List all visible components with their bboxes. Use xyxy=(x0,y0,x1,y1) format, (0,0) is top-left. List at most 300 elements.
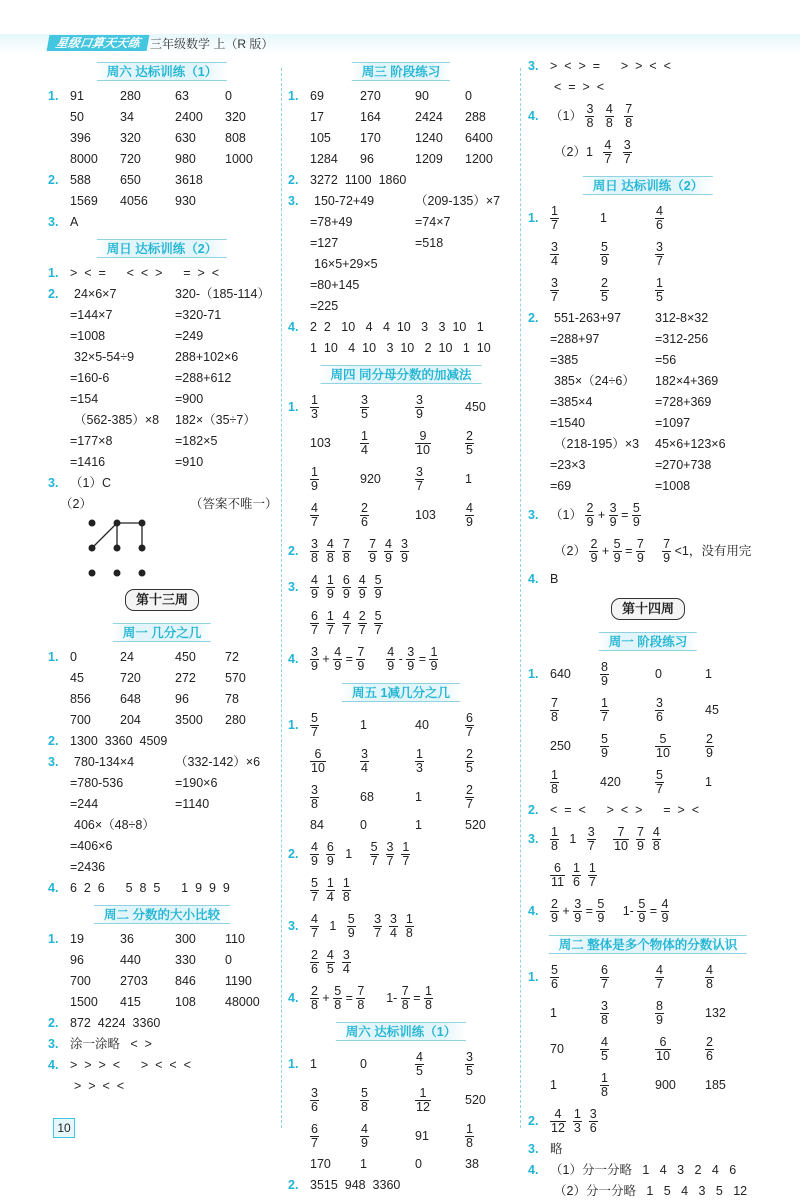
numerator: 1 xyxy=(551,768,558,783)
fraction xyxy=(624,103,633,130)
fraction xyxy=(550,697,559,724)
question-number: 2. xyxy=(288,173,299,187)
answer-value: （2） $\frac{2}{9}$ + $\frac{5}{9}$ = $\frac{7}{9}$ $\frac{7}{9}$ <1，没有用完 xyxy=(554,537,752,566)
answer-line xyxy=(528,1067,768,1103)
answer-value: 略 xyxy=(550,1142,563,1156)
answer-value: 1 xyxy=(415,790,422,804)
answer-line xyxy=(288,1154,514,1175)
answer-value: =2436 xyxy=(70,860,106,874)
fraction xyxy=(405,913,414,940)
answer-value: 170 xyxy=(310,1157,331,1171)
answer-line xyxy=(288,128,514,149)
answer-value xyxy=(655,995,664,1031)
numerator: 1 xyxy=(430,645,438,660)
answer-line xyxy=(48,1076,276,1097)
answer-value xyxy=(705,959,714,995)
answer-value xyxy=(360,743,369,779)
answer-line xyxy=(48,368,276,389)
answer-value: 103 xyxy=(310,436,331,450)
answer-column-2 xyxy=(288,56,514,1196)
question-number: 2. xyxy=(288,847,299,861)
fraction xyxy=(342,610,351,637)
denominator: 11 xyxy=(551,875,564,890)
denominator: 7 xyxy=(342,623,350,638)
numerator: 1 xyxy=(551,825,558,840)
answer-line xyxy=(528,1031,768,1067)
answer-value: 50 xyxy=(70,110,84,124)
answer-value: > > > < > < < < xyxy=(70,1058,191,1072)
numerator: 2 xyxy=(466,429,473,444)
numerator: 2 xyxy=(311,948,318,963)
answer-line xyxy=(48,971,276,992)
denominator: 7 xyxy=(370,854,378,869)
answer-line xyxy=(48,668,276,689)
numerator: 1 xyxy=(416,747,423,762)
answer-value: =249 xyxy=(175,329,204,343)
answer-value: 648 xyxy=(120,692,141,706)
question-number: 2. xyxy=(528,1114,539,1128)
numerator: 3 xyxy=(311,537,318,552)
denominator: 9 xyxy=(311,479,318,494)
numerator: 1 xyxy=(361,429,368,444)
week-title: 第十四周 xyxy=(611,598,685,620)
answer-line xyxy=(48,647,276,668)
answer-value: 涂一涂略 < > xyxy=(70,1037,152,1051)
denominator: 9 xyxy=(361,1136,368,1151)
fraction xyxy=(600,964,609,991)
section-heading xyxy=(48,617,276,647)
week-heading xyxy=(528,590,768,626)
answer-value: =127 xyxy=(310,236,339,250)
numerator: 4 xyxy=(604,138,612,153)
question-number: 3. xyxy=(288,919,299,933)
answer-value xyxy=(465,707,474,743)
fraction xyxy=(310,784,319,811)
section-title: 周四 同分母分数的加减法 xyxy=(321,365,482,384)
answer-value: 4056 xyxy=(120,194,148,208)
numerator: 5 xyxy=(374,573,382,588)
answer-value: （2）1 $\frac{4}{7}$ $\frac{3}{7}$ xyxy=(554,138,631,167)
fraction xyxy=(655,241,664,268)
answer-line xyxy=(288,944,514,980)
numerator: 5 xyxy=(655,733,671,747)
answer-value: 2703 xyxy=(120,974,148,988)
answer-value: 920 xyxy=(360,472,381,486)
section-title: 周二 分数的大小比较 xyxy=(94,905,230,924)
answer-value xyxy=(550,236,559,272)
answer-value: =728+369 xyxy=(655,395,712,409)
numerator: 5 xyxy=(656,768,663,783)
question-number: 2. xyxy=(48,173,59,187)
fraction xyxy=(596,898,605,925)
dot-grid-drawing xyxy=(86,515,206,581)
denominator: 4 xyxy=(361,761,368,776)
answer-value: （209-135）×7 xyxy=(415,194,501,208)
fraction xyxy=(573,1108,582,1135)
fraction xyxy=(310,610,319,637)
answer-value xyxy=(360,1118,369,1154)
answer-line xyxy=(528,569,768,590)
fraction xyxy=(655,733,671,760)
fraction xyxy=(326,538,335,565)
answer-value: （2） xyxy=(60,497,92,511)
grid-dot xyxy=(139,570,146,577)
numerator: 8 xyxy=(601,660,608,675)
answer-value: < = > < xyxy=(554,80,605,94)
answer-value xyxy=(415,389,424,425)
numerator: 4 xyxy=(605,102,613,117)
answer-value xyxy=(600,272,609,308)
answer-value xyxy=(655,272,664,308)
answer-value: =406×6 xyxy=(70,839,113,853)
numerator: 7 xyxy=(613,826,629,840)
answer-value xyxy=(655,959,664,995)
denominator: 9 xyxy=(326,587,334,602)
answer-value: 63 xyxy=(175,89,189,103)
fraction xyxy=(310,574,319,601)
numerator: 7 xyxy=(357,645,365,660)
answer-value: =154 xyxy=(70,392,99,406)
answer-line xyxy=(528,497,768,533)
answer-value: 96 xyxy=(175,692,189,706)
question-number: 4. xyxy=(48,1058,59,1072)
question-number: 1. xyxy=(288,89,299,103)
fraction xyxy=(600,241,609,268)
answer-value: 48000 xyxy=(225,995,260,1009)
numerator: 4 xyxy=(416,1050,423,1065)
answer-value xyxy=(415,425,431,461)
answer-line xyxy=(288,872,514,908)
question-number: 3. xyxy=(288,580,299,594)
denominator: 5 xyxy=(656,290,663,305)
answer-line xyxy=(288,908,514,944)
numerator: 4 xyxy=(342,609,350,624)
numerator: 6 xyxy=(601,963,608,978)
answer-value: 45 xyxy=(705,703,719,717)
answer-value: （1）分一分略 1 4 3 2 4 6 xyxy=(550,1163,737,1177)
fraction xyxy=(705,964,714,991)
denominator: 8 xyxy=(551,710,558,725)
fraction xyxy=(415,1087,431,1114)
question-number: 2. xyxy=(288,544,299,558)
fraction xyxy=(632,502,641,529)
denominator: 10 xyxy=(656,746,670,761)
fraction xyxy=(360,1087,369,1114)
denominator: 10 xyxy=(656,1049,670,1064)
answer-value: 0 xyxy=(70,650,77,664)
denominator: 6 xyxy=(551,977,558,992)
denominator: 8 xyxy=(334,998,342,1013)
denominator: 7 xyxy=(656,782,663,797)
answer-value: 312-8×32 xyxy=(655,311,709,325)
answer-line xyxy=(48,389,276,410)
fraction xyxy=(465,430,474,457)
answer-value: 846 xyxy=(175,974,196,988)
denominator: 9 xyxy=(656,1013,663,1028)
answer-line xyxy=(528,329,768,350)
answer-value xyxy=(310,497,319,533)
answer-value: 1 xyxy=(600,211,607,225)
fraction xyxy=(603,139,612,166)
fraction xyxy=(360,1123,369,1150)
fraction xyxy=(401,841,410,868)
denominator: 7 xyxy=(311,623,318,638)
question-number: 1. xyxy=(48,89,59,103)
answer-value: 396 xyxy=(70,131,91,145)
numerator: 3 xyxy=(551,240,558,255)
fraction xyxy=(655,964,664,991)
numerator: 4 xyxy=(326,948,334,963)
answer-value: 808 xyxy=(225,131,246,145)
answer-value: 17 xyxy=(310,110,324,124)
answer-value: 272 xyxy=(175,671,196,685)
denominator: 5 xyxy=(601,1049,608,1064)
numerator: 6 xyxy=(311,609,318,624)
denominator: 9 xyxy=(706,746,713,761)
answer-value xyxy=(655,764,664,800)
section-heading xyxy=(528,626,768,656)
question-number: 3. xyxy=(48,755,59,769)
numerator: 3 xyxy=(587,825,595,840)
denominator: 5 xyxy=(466,1064,473,1079)
answer-value xyxy=(310,944,351,980)
question-number: 3. xyxy=(528,832,539,846)
denominator: 9 xyxy=(357,659,365,674)
answer-value: 1 xyxy=(465,472,472,486)
denominator: 7 xyxy=(386,854,394,869)
numerator: 5 xyxy=(311,711,318,726)
answer-value: 182×4+369 xyxy=(655,374,719,388)
fraction xyxy=(342,949,351,976)
answer-line xyxy=(48,284,276,305)
numerator: 3 xyxy=(311,1086,318,1101)
answer-value: 720 xyxy=(120,671,141,685)
numerator: 7 xyxy=(625,102,633,117)
denominator: 9 xyxy=(311,854,318,869)
numerator: 3 xyxy=(574,897,582,912)
answer-value: 91 xyxy=(70,89,84,103)
denominator: 8 xyxy=(311,797,318,812)
fraction xyxy=(589,538,598,565)
section-heading xyxy=(288,359,514,389)
answer-value: 406×（48÷8） xyxy=(74,818,155,832)
numerator: 1 xyxy=(573,1107,581,1122)
answer-line xyxy=(48,878,276,899)
fraction xyxy=(415,430,431,457)
answer-value xyxy=(550,959,559,995)
answer-line xyxy=(288,317,514,338)
answer-value: =780-536 xyxy=(70,776,124,790)
fraction xyxy=(326,610,335,637)
denominator: 7 xyxy=(551,290,558,305)
denominator: 9 xyxy=(347,926,355,941)
fraction xyxy=(465,502,474,529)
denominator: 10 xyxy=(416,443,430,458)
answer-value: 450 xyxy=(465,400,486,414)
answer-line xyxy=(48,857,276,878)
answer-value: 1 xyxy=(310,1057,317,1071)
answer-value xyxy=(310,605,383,641)
answer-value: 900 xyxy=(655,1078,676,1092)
answer-value: 24×6×7 xyxy=(74,287,117,301)
denominator: 10 xyxy=(311,761,325,776)
fraction xyxy=(655,205,664,232)
answer-value: 630 xyxy=(175,131,196,145)
answer-value xyxy=(310,1082,319,1118)
fraction xyxy=(573,898,582,925)
fraction xyxy=(326,949,335,976)
fraction xyxy=(368,538,377,565)
denominator: 4 xyxy=(361,443,368,458)
answer-line xyxy=(528,1103,768,1139)
answer-value: 650 xyxy=(120,173,141,187)
column-divider xyxy=(520,68,521,1128)
answer-line xyxy=(288,1046,514,1082)
fraction xyxy=(600,1036,609,1063)
numerator: 4 xyxy=(311,501,318,516)
fraction xyxy=(600,1000,609,1027)
numerator: 6 xyxy=(310,748,326,762)
denominator: 7 xyxy=(402,854,410,869)
answer-line xyxy=(48,731,276,752)
answer-value xyxy=(655,692,664,728)
answer-value: =177×8 xyxy=(70,434,113,448)
answer-line xyxy=(288,86,514,107)
answer-value xyxy=(550,692,559,728)
answer-column-3 xyxy=(528,56,768,1202)
denominator: 9 xyxy=(407,659,415,674)
numerator: 1 xyxy=(326,609,334,624)
answer-value: 780-134×4 xyxy=(74,755,135,769)
fraction xyxy=(358,610,367,637)
numerator: 3 xyxy=(656,696,663,711)
answer-line xyxy=(48,815,276,836)
numerator: 5 xyxy=(601,732,608,747)
denominator: 5 xyxy=(326,962,334,977)
fraction xyxy=(374,610,383,637)
fraction xyxy=(373,913,382,940)
numerator: 1 xyxy=(601,1071,608,1086)
answer-value xyxy=(465,425,474,461)
answer-value: 700 xyxy=(70,713,91,727)
numerator: 1 xyxy=(425,984,432,999)
brand-title: 星级口算天天练 xyxy=(47,35,150,51)
fraction xyxy=(360,748,369,775)
answer-value: 1000 xyxy=(225,152,253,166)
denominator: 9 xyxy=(466,515,473,530)
answer-line xyxy=(288,170,514,191)
numerator: 2 xyxy=(361,501,368,516)
answer-value: 70 xyxy=(550,1042,564,1056)
book-subtitle: 三年级数学 上（R 版） xyxy=(150,37,274,51)
fraction xyxy=(415,1051,424,1078)
denominator: 8 xyxy=(605,116,613,131)
denominator: 9 xyxy=(387,659,395,674)
answer-line xyxy=(48,212,276,233)
answer-value xyxy=(600,692,609,728)
denominator: 6 xyxy=(572,875,580,890)
answer-line xyxy=(528,350,768,371)
answer-line xyxy=(48,1013,276,1034)
numerator: 1 xyxy=(311,393,318,408)
numerator: 6 xyxy=(466,711,473,726)
answer-value xyxy=(600,1031,609,1067)
answer-line xyxy=(528,1160,768,1181)
section-title: 周五 1减几分之几 xyxy=(342,683,460,702)
answer-line xyxy=(288,497,514,533)
answer-value: =80+145 xyxy=(310,278,360,292)
numerator: 7 xyxy=(663,537,671,552)
answer-value: 1209 xyxy=(415,152,443,166)
answer-line xyxy=(48,128,276,149)
fraction xyxy=(360,502,369,529)
answer-value: 105 xyxy=(310,131,331,145)
numerator: 5 xyxy=(370,840,378,855)
answer-value: =1008 xyxy=(70,329,106,343)
answer-value: （1） $\frac{3}{8}$ $\frac{4}{8}$ $\frac{7}{8}$ xyxy=(550,102,633,131)
numerator: 4 xyxy=(656,963,663,978)
fraction xyxy=(655,277,664,304)
denominator: 9 xyxy=(311,587,318,602)
section-heading xyxy=(48,233,276,263)
denominator: 6 xyxy=(361,515,368,530)
answer-value: 0 xyxy=(360,1057,367,1071)
fraction xyxy=(360,430,369,457)
answer-value: 150-72+49 xyxy=(314,194,375,208)
numerator: 5 xyxy=(374,609,382,624)
denominator: 8 xyxy=(401,998,409,1013)
answer-value: 588 xyxy=(70,173,91,187)
fraction xyxy=(342,574,351,601)
answer-value xyxy=(415,743,424,779)
answer-value: 1 xyxy=(550,1006,557,1020)
answer-line xyxy=(48,1055,276,1076)
section-title: 周日 达标训练（2） xyxy=(583,176,713,195)
answer-value: =23×3 xyxy=(550,458,586,472)
answer-line xyxy=(528,308,768,329)
answer-value: 204 xyxy=(120,713,141,727)
answer-line xyxy=(528,455,768,476)
denominator: 7 xyxy=(416,479,423,494)
denominator: 9 xyxy=(400,551,408,566)
section-heading xyxy=(528,929,768,959)
answer-value: =900 xyxy=(175,392,204,406)
fraction xyxy=(310,841,319,868)
week-heading xyxy=(48,581,276,617)
answer-line xyxy=(48,950,276,971)
denominator: 9 xyxy=(663,551,671,566)
answer-value: 250 xyxy=(550,739,571,753)
fraction xyxy=(389,913,398,940)
answer-value: 1500 xyxy=(70,995,98,1009)
numerator: 6 xyxy=(311,1122,318,1137)
fraction xyxy=(550,277,559,304)
answer-value: 1569 xyxy=(70,194,98,208)
question-number: 1. xyxy=(48,266,59,280)
numerator: 4 xyxy=(326,537,334,552)
fraction xyxy=(636,538,645,565)
question-number: 3. xyxy=(528,508,539,522)
answer-value: $\frac{4}{7}$ 1 $\frac{5}{9}$ $\frac{3}{7}$ $\frac{3}{4}$ $\frac{1}{8}$ xyxy=(311,912,413,941)
denominator: 9 xyxy=(661,911,669,926)
answer-value xyxy=(415,1082,431,1118)
denominator: 8 xyxy=(601,1085,608,1100)
fraction xyxy=(400,538,409,565)
question-number: 1. xyxy=(528,211,539,225)
answer-value: A xyxy=(70,215,79,229)
numerator: 7 xyxy=(551,696,558,711)
fraction xyxy=(605,103,614,130)
